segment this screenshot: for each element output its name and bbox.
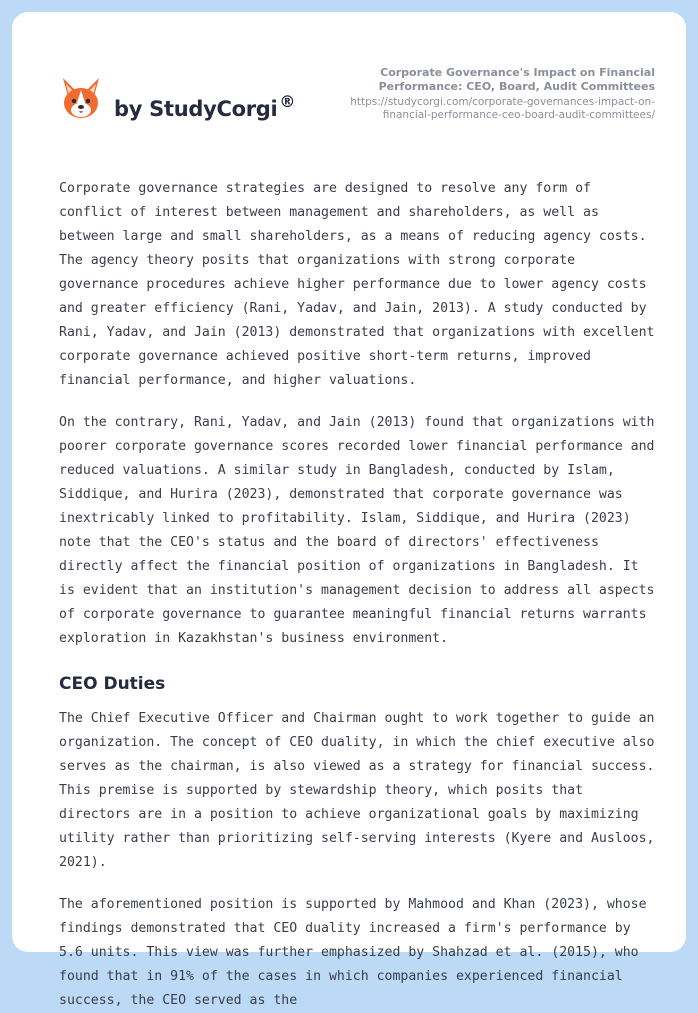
section-heading: CEO Duties bbox=[59, 674, 166, 694]
brand-name: by StudyCorgi ® bbox=[114, 92, 296, 121]
paragraph-1: Corporate governance strategies are designed to resolve any form of conflict of interest between management and shareholders, as well as between large and small shareholders, as a means of reducing agency costs. The agency theory posits that organizations with strong corporate governance procedures achieve higher performance due to lower agency costs and greater efficiency (Rani, Yadav, and Jain, 2013). A study conducted by Rani, Yadav, and Jain (2013) demonstrated that organizations with excellent corporate governance achieved positive short-term returns, improved financial performance, and higher valuations. bbox=[59, 181, 655, 388]
document-meta bbox=[325, 66, 655, 122]
paragraph-2: On the contrary, Rani, Yadav, and Jain (2013) found that organizations with poorer corporate governance scores recorded lower financial performance and reduced valuations. A similar study in Bangladesh, conducted by Islam, Siddique, and Hurira (2023), demonstrated that corporate governance was inextricably linked to profitability. Islam, Siddique, and Hurira (2023) note that the CEO's status and the board of directors' effectiveness directly affect the financial position of organizations in Bangladesh. It is evident that an institution's management decision to address all aspects of corporate governance to guarantee meaningful financial returns warrants exploration in Kazakhstan's business environment. bbox=[59, 415, 655, 646]
paragraph-3: The Chief Executive Officer and Chairman ought to work together to guide an organization. The concept of CEO duality, in which the chief executive also serves as the chairman, is also viewed as a strategy for financial success. This premise is supported by stewardship theory, which posits that directors are in a position to achieve organizational goals by maximizing utility rather than prioritizing self-serving interests (Kyere and Ausloos, 2021). bbox=[59, 711, 655, 870]
article-body bbox=[59, 177, 659, 1013]
paragraph-4: The aforementioned position is supported by Mahmood and Khan (2023), whose findings demonstrated that CEO duality increased a firm's performance by 5.6 units. This view was further emphasized by Shahzad et al. (2015), who found that in 91% of the cases in which companies experienced financial success, the CEO served as the bbox=[59, 897, 647, 1008]
corgi-icon bbox=[60, 76, 102, 120]
document-url[interactable]: https://studycorgi.com/corporate-governances-impact-on-financial-performance-ceo-board-audit-committees/ bbox=[350, 96, 655, 121]
document-page bbox=[12, 12, 686, 1008]
page-header bbox=[12, 12, 686, 162]
document-title: Corporate Governance's Impact on Financial Performance: CEO, Board, Audit Committees bbox=[378, 66, 655, 93]
studycorgi-logo[interactable] bbox=[60, 76, 295, 121]
